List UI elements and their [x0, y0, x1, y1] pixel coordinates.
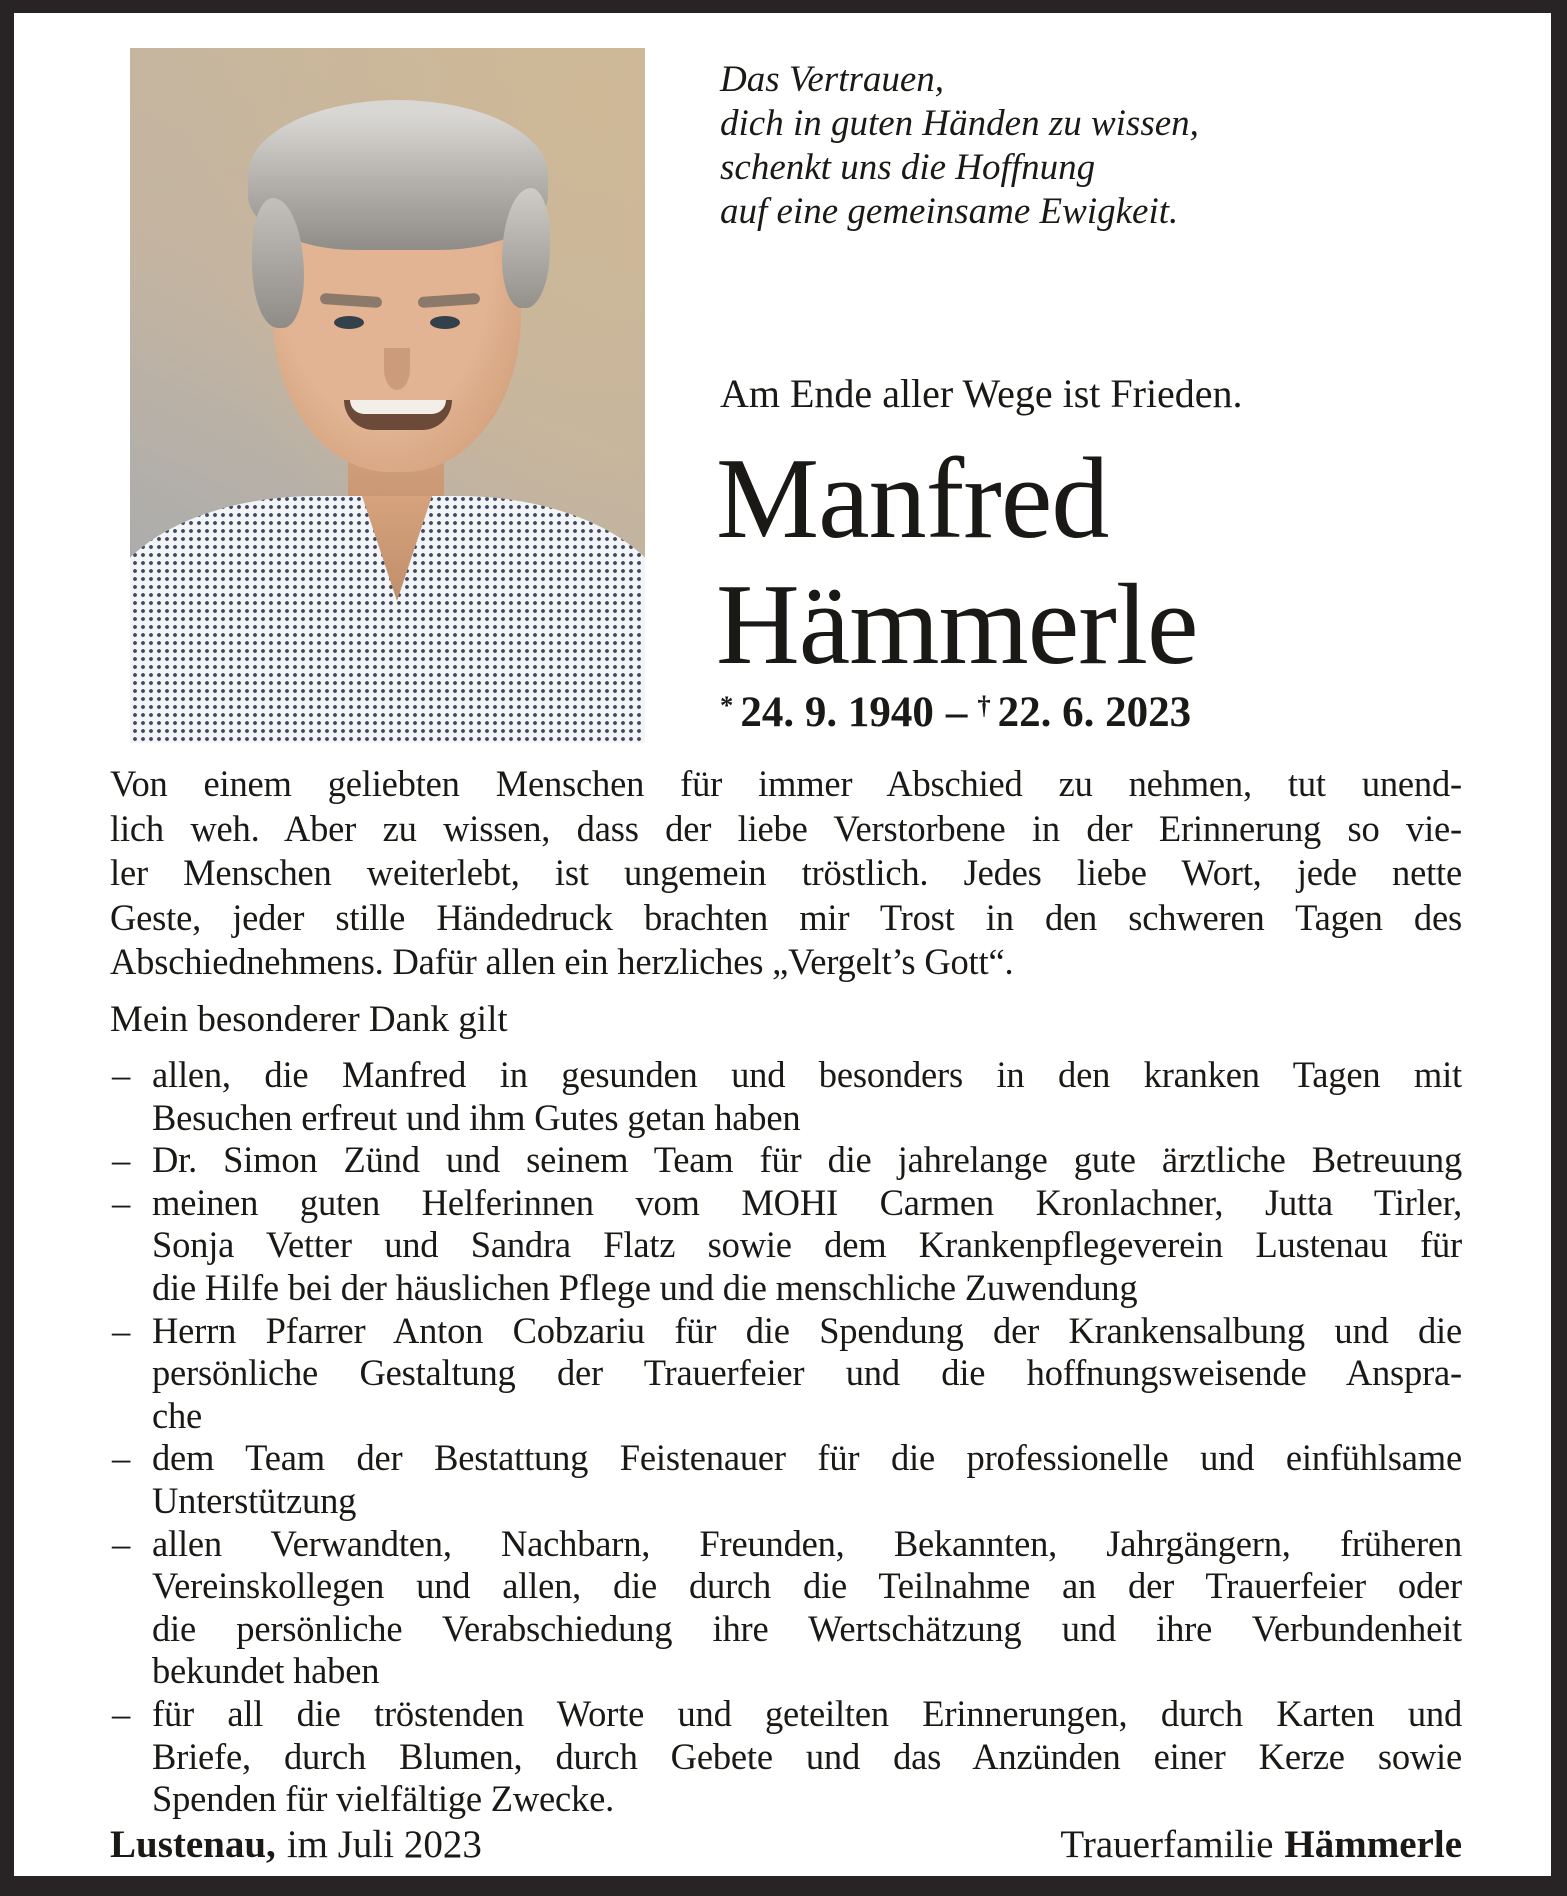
opening-verse [720, 58, 1199, 234]
verse-line: schenkt uns die Hoffnung [720, 147, 1096, 188]
dates-separator: – [945, 689, 968, 736]
footer-place-date [110, 1822, 482, 1867]
portrait-nose [384, 348, 410, 390]
thanks-line: Sonja Vetter und Sandra Flatz sowie dem Krankenpflegeverein Lustenau für [152, 1224, 1462, 1266]
portrait-eye-right [430, 316, 460, 329]
thanks-line: meinen guten Helferinnen vom MOHI Carmen Kronlachner, Jutta Tirler, [152, 1181, 1462, 1223]
thanks-item [110, 1054, 1462, 1139]
footer-family [1060, 1822, 1462, 1867]
thanks-item [110, 1139, 1462, 1182]
thanks-line: die Hilfe bei der häuslichen Pflege und die menschliche Zuwendung [152, 1266, 1138, 1308]
verse-line: auf eine gemeinsame Ewigkeit. [720, 191, 1179, 232]
list-dash-marker: – [112, 1181, 131, 1223]
thanks-line: allen, die Manfred in gesunden und besonders in den kranken Tagen mit [152, 1054, 1462, 1095]
motto-line: Am Ende aller Wege ist Frieden. [720, 371, 1243, 416]
thanks-line: die persönliche Verabschiedung ihre Wertschätzung und ihre Verbundenheit [152, 1607, 1462, 1649]
thanks-list [110, 1054, 1462, 1821]
thanks-item [110, 1523, 1462, 1693]
thanks-item [110, 1182, 1462, 1310]
deceased-first-name: Manfred [716, 435, 1109, 563]
portrait-smile [344, 400, 452, 430]
portrait-photo [130, 48, 645, 743]
birth-date: 24. 9. 1940 [740, 689, 934, 736]
verse-line: Das Vertrauen, [720, 59, 945, 100]
death-date: 22. 6. 2023 [997, 689, 1192, 736]
intro-line: lich weh. Aber zu wissen, dass der liebe Verstorbene in der Erinnerung so vie- [110, 807, 1462, 849]
portrait-teeth [350, 400, 446, 414]
list-dash-marker: – [112, 1309, 131, 1351]
intro-line: Von einem geliebten Menschen für immer Abschied zu nehmen, tut unend- [110, 763, 1462, 804]
thanks-heading: Mein besonderer Dank gilt [110, 999, 508, 1040]
thanks-line: Herrn Pfarrer Anton Cobzariu für die Spendung der Krankensalbung und die [152, 1309, 1462, 1351]
footer-place: Lustenau, [110, 1823, 276, 1866]
thanks-item [110, 1693, 1462, 1821]
life-dates [720, 688, 1191, 737]
thanks-line: bekundet haben [152, 1650, 380, 1692]
footer-date: im Juli 2023 [286, 1823, 482, 1866]
intro-line: Geste, jeder stille Händedruck brachten mir Trost in den schweren Tagen des [110, 896, 1462, 938]
thanks-line: für all die tröstenden Worte und geteilten Erinnerungen, durch Karten und [152, 1692, 1462, 1734]
intro-paragraph [110, 762, 1462, 985]
thanks-line: allen Verwandten, Nachbarn, Freunden, Bekannten, Jahrgängern, früheren [152, 1522, 1462, 1564]
deceased-name [716, 436, 1198, 688]
list-dash-marker: – [112, 1692, 131, 1734]
thanks-line: Unterstützung [152, 1479, 357, 1521]
thanks-line: Besuchen erfreut und ihm Gutes getan haben [152, 1096, 801, 1138]
list-dash-marker: – [112, 1054, 131, 1095]
thanks-line: dem Team der Bestattung Feistenauer für die professionelle und einfühlsame [152, 1437, 1462, 1479]
thanks-line: Briefe, durch Blumen, durch Gebete und das Anzünden einer Kerze sowie [152, 1735, 1462, 1777]
intro-line: ler Menschen weiterlebt, ist ungemein tröstlich. Jedes liebe Wort, jede nette [110, 852, 1462, 893]
verse-line: dich in guten Händen zu wissen, [720, 103, 1199, 144]
thanks-item [110, 1437, 1462, 1522]
thanks-line: che [152, 1394, 203, 1436]
thanks-line: Dr. Simon Zünd und seinem Team für die jahrelange gute ärztliche Betreuung [152, 1139, 1462, 1181]
list-dash-marker: – [112, 1139, 131, 1181]
death-cross-symbol: † [977, 690, 991, 721]
list-dash-marker: – [112, 1437, 131, 1479]
footer-family-name: Hämmerle [1284, 1823, 1462, 1866]
footer [110, 1822, 1462, 1867]
thanks-item [110, 1310, 1462, 1438]
thanks-line: Spenden für vielfältige Zwecke. [152, 1778, 615, 1820]
deceased-last-name: Hämmerle [716, 561, 1198, 689]
list-dash-marker: – [112, 1522, 131, 1564]
thanks-line: persönliche Gestaltung der Trauerfeier und die hoffnungsweisende Anspra- [152, 1352, 1462, 1394]
portrait-eye-left [334, 316, 364, 329]
thanks-line: Vereinskollegen und allen, die durch die Teilnahme an der Trauerfeier oder [152, 1565, 1462, 1607]
intro-line: Abschiednehmens. Dafür allen ein herzliches „Vergelt’s Gott“. [110, 941, 1014, 982]
birth-star-symbol: * [720, 690, 734, 721]
footer-family-prefix: Trauerfamilie [1060, 1823, 1274, 1866]
